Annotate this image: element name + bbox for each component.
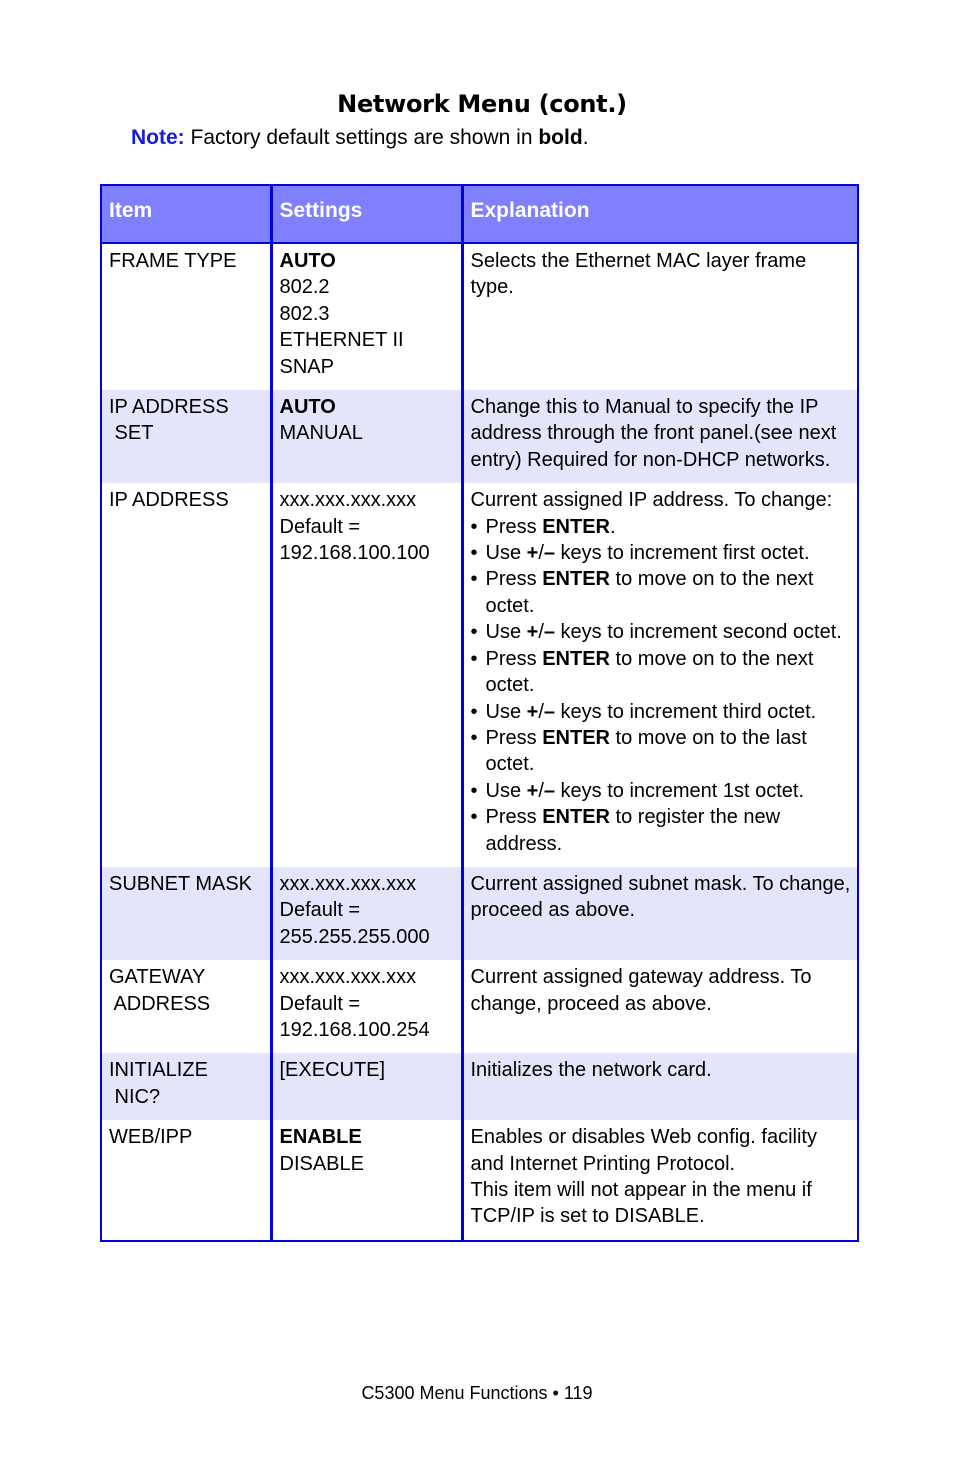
key-name: –	[543, 621, 555, 644]
table-row	[101, 867, 858, 960]
list-item	[471, 566, 852, 619]
key-name: +	[526, 621, 539, 644]
setting-option: SNAP	[279, 355, 334, 378]
instruction-text: /	[538, 779, 544, 802]
item-label: GATEWAY	[109, 966, 206, 989]
setting-option: 192.168.100.254	[279, 1018, 430, 1041]
list-item	[471, 725, 852, 778]
setting-option: 192.168.100.100	[279, 542, 430, 565]
item-label: SUBNET MASK	[109, 872, 252, 895]
explanation-cell	[462, 960, 858, 1053]
key-name: ENTER	[542, 726, 610, 749]
instruction-text: Press	[485, 806, 543, 829]
key-name: +	[526, 542, 539, 565]
item-label: IP ADDRESS	[109, 489, 229, 512]
list-item	[471, 646, 852, 699]
setting-option: Default =	[279, 992, 361, 1015]
instruction-text: keys to increment 1st octet.	[555, 779, 804, 802]
explanation-cell	[462, 390, 858, 483]
explanation-cell	[462, 1120, 858, 1241]
note-bold-word: bold	[538, 126, 583, 149]
item-cell	[101, 390, 271, 483]
table-row	[101, 1053, 858, 1120]
factory-default-note	[131, 126, 589, 150]
list-item	[471, 514, 852, 540]
explanation-text: Current assigned gateway address. To change, proceed as above.	[470, 966, 812, 1015]
instruction-text: /	[538, 621, 544, 644]
key-name: ENTER	[542, 806, 610, 829]
item-cell	[101, 1120, 271, 1241]
item-label: WEB/IPP	[109, 1126, 193, 1149]
instruction-text: to move on to the next octet.	[485, 647, 814, 697]
header-explanation: Explanation	[462, 185, 858, 243]
instruction-text: Press	[485, 647, 543, 670]
default-setting-option: AUTO	[279, 396, 336, 419]
instruction-text: keys to increment first octet.	[555, 542, 810, 565]
item-cell	[101, 960, 271, 1053]
table-row	[101, 243, 858, 390]
key-name: –	[543, 700, 555, 723]
instruction-list	[471, 514, 852, 857]
key-name: +	[526, 700, 539, 723]
list-item	[471, 540, 852, 566]
explanation-text: Current assigned subnet mask. To change, proceed as above.	[470, 872, 851, 922]
item-cell	[101, 243, 271, 390]
setting-option: [EXECUTE]	[279, 1059, 386, 1082]
setting-option: 802.2	[279, 276, 330, 299]
item-cell	[101, 483, 271, 867]
item-cell	[101, 1053, 271, 1120]
settings-cell	[271, 867, 462, 960]
settings-cell	[271, 243, 462, 390]
key-name: ENTER	[542, 568, 610, 591]
settings-cell	[271, 1120, 462, 1241]
setting-option: DISABLE	[279, 1152, 364, 1175]
network-menu-table	[100, 184, 859, 1242]
list-item	[471, 699, 852, 725]
setting-option: Default =	[279, 515, 361, 538]
list-item	[471, 619, 852, 645]
explanation-cell	[462, 483, 858, 867]
explanation-cell	[462, 867, 858, 960]
key-name: +	[526, 779, 539, 802]
default-setting-option: ENABLE	[279, 1126, 362, 1149]
instruction-text: to move on to the last octet.	[485, 726, 807, 776]
key-name: –	[543, 779, 555, 802]
setting-option: xxx.xxx.xxx.xxx	[279, 872, 417, 895]
instruction-text: to register the new address.	[485, 806, 781, 855]
instruction-text: Use	[485, 779, 527, 802]
explanation-cell	[462, 1053, 858, 1120]
instruction-text: keys to increment second octet.	[555, 621, 842, 644]
default-setting-option: AUTO	[279, 250, 336, 272]
instruction-text: Press	[485, 726, 543, 749]
setting-option: xxx.xxx.xxx.xxx	[279, 489, 417, 512]
item-label: FRAME TYPE	[109, 250, 237, 272]
table-row	[101, 483, 858, 867]
explanation-text: This item will not appear in the menu if TCP/IP is set to DISABLE.	[470, 1179, 812, 1228]
explanation-text: Enables or disables Web config. facility and Internet Printing Protocol.	[470, 1126, 817, 1175]
settings-cell	[271, 390, 462, 483]
instruction-text: Use	[485, 542, 527, 565]
explanation-text: Current assigned IP address. To change:	[470, 489, 833, 512]
settings-cell	[271, 1053, 462, 1120]
key-name: ENTER	[542, 515, 610, 538]
page-footer: C5300 Menu Functions • 119	[361, 1383, 593, 1403]
table-row	[101, 1120, 858, 1241]
setting-option: ETHERNET II	[279, 329, 404, 352]
item-label: NIC?	[109, 1085, 161, 1108]
instruction-text: to move on to the next octet.	[485, 568, 814, 617]
setting-option: MANUAL	[279, 422, 363, 445]
explanation-cell	[462, 243, 858, 390]
instruction-text: /	[538, 700, 544, 723]
setting-option: Default =	[279, 899, 361, 922]
settings-cell	[271, 483, 462, 867]
note-text: Factory default settings are shown in	[184, 126, 539, 149]
instruction-text: Press	[485, 515, 543, 538]
instruction-text: Use	[485, 621, 527, 644]
list-item	[471, 804, 852, 857]
list-item	[471, 778, 852, 804]
instruction-text: /	[538, 542, 544, 565]
table-row	[101, 960, 858, 1053]
item-label: INITIALIZE	[109, 1059, 208, 1082]
page-title: Network Menu (cont.)	[337, 90, 627, 118]
note-end: .	[582, 126, 589, 149]
header-settings: Settings	[271, 185, 462, 243]
table-row	[101, 390, 858, 483]
header-item: Item	[101, 185, 271, 243]
item-label: SET	[109, 422, 154, 445]
item-label: ADDRESS	[109, 992, 211, 1015]
explanation-text: Selects the Ethernet MAC layer frame type.	[470, 250, 807, 299]
settings-cell	[271, 960, 462, 1053]
table-body	[101, 243, 858, 1241]
key-name: ENTER	[542, 647, 610, 670]
instruction-text: keys to increment third octet.	[555, 700, 817, 723]
table-header-row	[101, 185, 858, 243]
note-label: Note:	[131, 126, 185, 149]
instruction-text: .	[609, 515, 616, 538]
instruction-text: Press	[485, 568, 543, 591]
setting-option: 255.255.255.000	[279, 925, 430, 948]
setting-option: xxx.xxx.xxx.xxx	[279, 966, 417, 989]
setting-option: 802.3	[279, 302, 330, 325]
key-name: –	[543, 542, 555, 565]
item-cell	[101, 867, 271, 960]
explanation-text: Initializes the network card.	[470, 1059, 712, 1082]
explanation-text: Change this to Manual to specify the IP address through the front panel.(see next entry) Required for non-DHCP networks.	[470, 396, 837, 471]
instruction-text: Use	[485, 700, 527, 723]
item-label: IP ADDRESS	[109, 396, 229, 419]
